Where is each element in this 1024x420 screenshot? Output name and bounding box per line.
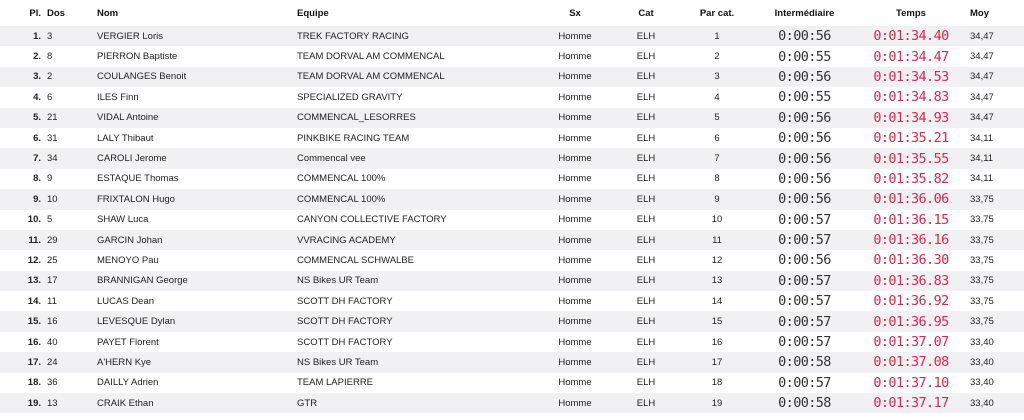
cell-avg-speed: 34,47 xyxy=(970,30,994,42)
cell-category-rank: 10 xyxy=(711,214,723,226)
cell-category: ELH xyxy=(636,51,656,63)
cell-split-time: 0:00:56 xyxy=(778,68,831,85)
cell-name: VERGIER Loris xyxy=(97,30,163,42)
table-row[interactable] xyxy=(0,393,1024,413)
table-row[interactable] xyxy=(0,189,1024,209)
cell-category: ELH xyxy=(636,153,656,165)
cell-bib: 5 xyxy=(47,214,53,226)
cell-split-time: 0:00:57 xyxy=(778,313,831,330)
cell-total-time: 0:01:36.06 xyxy=(873,191,949,208)
cell-category-rank: 16 xyxy=(711,336,723,348)
cell-team: SCOTT DH FACTORY xyxy=(297,316,393,328)
cell-bib: 24 xyxy=(47,356,58,368)
col-header-nom[interactable]: Nom xyxy=(97,7,119,19)
cell-sex: Homme xyxy=(558,214,592,226)
cell-total-time: 0:01:34.40 xyxy=(873,28,949,45)
cell-bib: 21 xyxy=(47,112,58,124)
cell-bib: 3 xyxy=(47,30,53,42)
cell-sex: Homme xyxy=(558,193,592,205)
cell-sex: Homme xyxy=(558,316,592,328)
cell-split-time: 0:00:56 xyxy=(778,170,831,187)
table-row[interactable] xyxy=(0,169,1024,189)
table-row[interactable] xyxy=(0,108,1024,128)
cell-category: ELH xyxy=(636,295,656,307)
cell-team: TEAM DORVAL AM COMMENCAL xyxy=(297,51,445,63)
table-row[interactable] xyxy=(0,26,1024,46)
cell-bib: 8 xyxy=(47,51,53,63)
cell-bib: 2 xyxy=(47,71,53,83)
cell-team: TEAM DORVAL AM COMMENCAL xyxy=(297,71,445,83)
cell-split-time: 0:00:56 xyxy=(778,252,831,269)
table-row[interactable] xyxy=(0,46,1024,66)
cell-avg-speed: 34,47 xyxy=(970,71,994,83)
cell-category: ELH xyxy=(636,173,656,185)
cell-team: SPECIALIZED GRAVITY xyxy=(297,91,403,103)
table-row[interactable] xyxy=(0,291,1024,311)
cell-split-time: 0:00:57 xyxy=(778,211,831,228)
cell-total-time: 0:01:36.95 xyxy=(873,313,949,330)
cell-category-rank: 17 xyxy=(711,356,723,368)
cell-split-time: 0:00:56 xyxy=(778,191,831,208)
cell-sex: Homme xyxy=(558,71,592,83)
cell-avg-speed: 33,75 xyxy=(970,234,994,246)
cell-category: ELH xyxy=(636,397,656,409)
cell-place: 8. xyxy=(33,173,41,185)
cell-team: COMMENCAL 100% xyxy=(297,173,386,185)
cell-category: ELH xyxy=(636,275,656,287)
cell-avg-speed: 34,11 xyxy=(970,173,994,185)
cell-category-rank: 14 xyxy=(711,295,723,307)
table-row[interactable] xyxy=(0,210,1024,230)
cell-place: 19. xyxy=(27,397,41,409)
cell-split-time: 0:00:56 xyxy=(778,109,831,126)
cell-total-time: 0:01:37.10 xyxy=(873,374,949,391)
cell-place: 5. xyxy=(33,112,41,124)
cell-avg-speed: 34,11 xyxy=(970,153,994,165)
cell-split-time: 0:00:56 xyxy=(778,150,831,167)
cell-category: ELH xyxy=(636,356,656,368)
cell-total-time: 0:01:35.55 xyxy=(873,150,949,167)
cell-split-time: 0:00:56 xyxy=(778,28,831,45)
cell-place: 17. xyxy=(27,356,41,368)
cell-team: COMMENCAL_LESORRES xyxy=(297,112,416,124)
cell-category-rank: 18 xyxy=(711,377,723,389)
cell-category: ELH xyxy=(636,132,656,144)
cell-split-time: 0:00:58 xyxy=(778,354,831,371)
cell-name: COULANGES Benoit xyxy=(97,71,187,83)
cell-total-time: 0:01:34.83 xyxy=(873,89,949,106)
cell-category: ELH xyxy=(636,214,656,226)
cell-category-rank: 6 xyxy=(714,132,720,144)
cell-category-rank: 1 xyxy=(714,30,720,42)
cell-name: BRANNIGAN George xyxy=(97,275,188,287)
header-row xyxy=(0,0,1024,26)
table-row[interactable] xyxy=(0,250,1024,270)
cell-team: CANYON COLLECTIVE FACTORY xyxy=(297,214,447,226)
col-header-moy[interactable]: Moy xyxy=(970,7,989,19)
cell-category: ELH xyxy=(636,91,656,103)
cell-sex: Homme xyxy=(558,234,592,246)
cell-sex: Homme xyxy=(558,112,592,124)
cell-bib: 31 xyxy=(47,132,58,144)
cell-place: 4. xyxy=(33,91,41,103)
cell-sex: Homme xyxy=(558,377,592,389)
cell-place: 16. xyxy=(27,336,41,348)
cell-total-time: 0:01:36.30 xyxy=(873,252,949,269)
cell-place: 15. xyxy=(27,316,41,328)
col-header-dos[interactable]: Dos xyxy=(47,7,65,19)
cell-place: 18. xyxy=(27,377,41,389)
cell-category-rank: 8 xyxy=(714,173,720,185)
col-header-pl[interactable]: Pl. xyxy=(29,7,41,19)
cell-place: 12. xyxy=(27,254,41,266)
cell-avg-speed: 33,40 xyxy=(970,336,994,348)
cell-team: NS Bikes UR Team xyxy=(297,356,379,368)
cell-avg-speed: 34,11 xyxy=(970,132,994,144)
cell-bib: 36 xyxy=(47,377,58,389)
cell-category-rank: 2 xyxy=(714,51,720,63)
cell-avg-speed: 34,47 xyxy=(970,51,994,63)
cell-split-time: 0:00:56 xyxy=(778,130,831,147)
cell-avg-speed: 33,75 xyxy=(970,214,994,226)
cell-bib: 10 xyxy=(47,193,58,205)
cell-category: ELH xyxy=(636,71,656,83)
cell-split-time: 0:00:57 xyxy=(778,334,831,351)
cell-total-time: 0:01:36.92 xyxy=(873,293,949,310)
cell-avg-speed: 33,75 xyxy=(970,295,994,307)
cell-bib: 11 xyxy=(47,295,57,307)
cell-name: ESTAQUE Thomas xyxy=(97,173,179,185)
table-row[interactable] xyxy=(0,373,1024,393)
col-header-intermediaire[interactable]: Intermédiaire xyxy=(774,7,835,19)
cell-category-rank: 13 xyxy=(711,275,723,287)
cell-total-time: 0:01:36.83 xyxy=(873,272,949,289)
cell-total-time: 0:01:37.07 xyxy=(873,334,949,351)
cell-total-time: 0:01:37.17 xyxy=(873,395,949,412)
cell-bib: 13 xyxy=(47,397,58,409)
cell-avg-speed: 33,40 xyxy=(970,377,994,389)
cell-sex: Homme xyxy=(558,397,592,409)
cell-avg-speed: 33,40 xyxy=(970,397,994,409)
cell-category-rank: 9 xyxy=(714,193,720,205)
cell-team: COMMENCAL SCHWALBE xyxy=(297,254,415,266)
cell-sex: Homme xyxy=(558,132,592,144)
cell-sex: Homme xyxy=(558,254,592,266)
cell-category-rank: 5 xyxy=(714,112,720,124)
table-row[interactable] xyxy=(0,67,1024,87)
cell-total-time: 0:01:35.21 xyxy=(873,130,949,147)
table-row[interactable] xyxy=(0,87,1024,107)
cell-category: ELH xyxy=(636,112,656,124)
cell-sex: Homme xyxy=(558,51,592,63)
cell-team: VVRACING ACADEMY xyxy=(297,234,396,246)
cell-total-time: 0:01:36.16 xyxy=(873,232,949,249)
cell-split-time: 0:00:58 xyxy=(778,395,831,412)
cell-team: GTR xyxy=(297,397,318,409)
table-row[interactable] xyxy=(0,271,1024,291)
cell-category: ELH xyxy=(636,193,656,205)
cell-name: FRIXTALON Hugo xyxy=(97,193,175,205)
cell-name: GARCIN Johan xyxy=(97,234,163,246)
cell-category: ELH xyxy=(636,234,656,246)
cell-avg-speed: 33,75 xyxy=(970,316,994,328)
table-row[interactable] xyxy=(0,230,1024,250)
cell-place: 2. xyxy=(33,51,41,63)
cell-split-time: 0:00:55 xyxy=(778,48,831,65)
cell-name: A'HERN Kye xyxy=(97,356,152,368)
cell-sex: Homme xyxy=(558,153,592,165)
col-header-temps[interactable]: Temps xyxy=(896,7,926,19)
cell-category-rank: 12 xyxy=(711,254,723,266)
cell-place: 14. xyxy=(27,295,41,307)
cell-place: 13. xyxy=(27,275,41,287)
cell-name: SHAW Luca xyxy=(97,214,149,226)
col-header-equipe[interactable]: Equipe xyxy=(297,7,329,19)
cell-team: COMMENCAL 100% xyxy=(297,193,386,205)
cell-avg-speed: 34,47 xyxy=(970,91,994,103)
col-header-sx[interactable]: Sx xyxy=(569,7,581,19)
cell-sex: Homme xyxy=(558,295,592,307)
cell-place: 10. xyxy=(27,214,41,226)
cell-place: 9. xyxy=(33,193,41,205)
cell-category-rank: 7 xyxy=(714,153,720,165)
cell-name: CRAIK Ethan xyxy=(97,397,154,409)
cell-avg-speed: 33,75 xyxy=(970,254,994,266)
cell-category: ELH xyxy=(636,254,656,266)
cell-split-time: 0:00:57 xyxy=(778,272,831,289)
cell-category-rank: 19 xyxy=(711,397,723,409)
cell-bib: 29 xyxy=(47,234,58,246)
table-row[interactable] xyxy=(0,128,1024,148)
cell-name: PIERRON Baptiste xyxy=(97,51,178,63)
cell-category: ELH xyxy=(636,336,656,348)
cell-category-rank: 15 xyxy=(711,316,723,328)
cell-total-time: 0:01:37.08 xyxy=(873,354,949,371)
cell-bib: 40 xyxy=(47,336,58,348)
cell-total-time: 0:01:34.53 xyxy=(873,68,949,85)
cell-category-rank: 3 xyxy=(714,71,720,83)
cell-team: SCOTT DH FACTORY xyxy=(297,295,393,307)
cell-name: MENOYO Pau xyxy=(97,254,159,266)
cell-place: 7. xyxy=(33,153,41,165)
cell-total-time: 0:01:35.82 xyxy=(873,170,949,187)
cell-place: 11. xyxy=(28,234,41,246)
table-row[interactable] xyxy=(0,311,1024,331)
cell-sex: Homme xyxy=(558,30,592,42)
cell-place: 6. xyxy=(33,132,41,144)
cell-bib: 9 xyxy=(47,173,53,185)
cell-name: ILES Finn xyxy=(97,91,139,103)
table-row[interactable] xyxy=(0,352,1024,372)
cell-category: ELH xyxy=(636,377,656,389)
cell-team: NS Bikes UR Team xyxy=(297,275,379,287)
cell-sex: Homme xyxy=(558,356,592,368)
cell-avg-speed: 34,47 xyxy=(970,112,994,124)
cell-sex: Homme xyxy=(558,275,592,287)
cell-category-rank: 4 xyxy=(714,91,720,103)
cell-name: VIDAL Antoine xyxy=(97,112,159,124)
cell-name: CAROLI Jerome xyxy=(97,153,167,165)
cell-place: 3. xyxy=(33,71,41,83)
cell-team: Commencal vee xyxy=(297,153,366,165)
cell-name: LUCAS Dean xyxy=(97,295,155,307)
cell-name: LALY Thibaut xyxy=(97,132,154,144)
cell-name: DAILLY Adrien xyxy=(97,377,159,389)
cell-bib: 16 xyxy=(47,316,58,328)
cell-bib: 34 xyxy=(47,153,58,165)
cell-avg-speed: 33,75 xyxy=(970,275,994,287)
cell-split-time: 0:00:57 xyxy=(778,293,831,310)
cell-split-time: 0:00:55 xyxy=(778,89,831,106)
table-row[interactable] xyxy=(0,148,1024,168)
cell-bib: 25 xyxy=(47,254,58,266)
cell-name: LEVESQUE Dylan xyxy=(97,316,176,328)
cell-avg-speed: 33,75 xyxy=(970,193,994,205)
cell-name: PAYET Florent xyxy=(97,336,159,348)
cell-bib: 17 xyxy=(47,275,58,287)
cell-sex: Homme xyxy=(558,173,592,185)
cell-avg-speed: 33,40 xyxy=(970,356,994,368)
cell-category: ELH xyxy=(636,30,656,42)
cell-category: ELH xyxy=(636,316,656,328)
cell-total-time: 0:01:36.15 xyxy=(873,211,949,228)
cell-split-time: 0:00:57 xyxy=(778,374,831,391)
col-header-cat[interactable]: Cat xyxy=(638,7,654,19)
cell-sex: Homme xyxy=(558,91,592,103)
cell-total-time: 0:01:34.93 xyxy=(873,109,949,126)
cell-team: TREK FACTORY RACING xyxy=(297,30,409,42)
cell-total-time: 0:01:34.47 xyxy=(873,48,949,65)
cell-team: SCOTT DH FACTORY xyxy=(297,336,393,348)
cell-team: TEAM LAPIERRE xyxy=(297,377,374,389)
cell-sex: Homme xyxy=(558,336,592,348)
cell-category-rank: 11 xyxy=(712,234,722,246)
cell-team: PINKBIKE RACING TEAM xyxy=(297,132,410,144)
cell-bib: 6 xyxy=(47,91,53,103)
cell-place: 1. xyxy=(33,30,41,42)
col-header-par-cat[interactable]: Par cat. xyxy=(699,7,735,19)
cell-split-time: 0:00:57 xyxy=(778,232,831,249)
table-row[interactable] xyxy=(0,332,1024,352)
